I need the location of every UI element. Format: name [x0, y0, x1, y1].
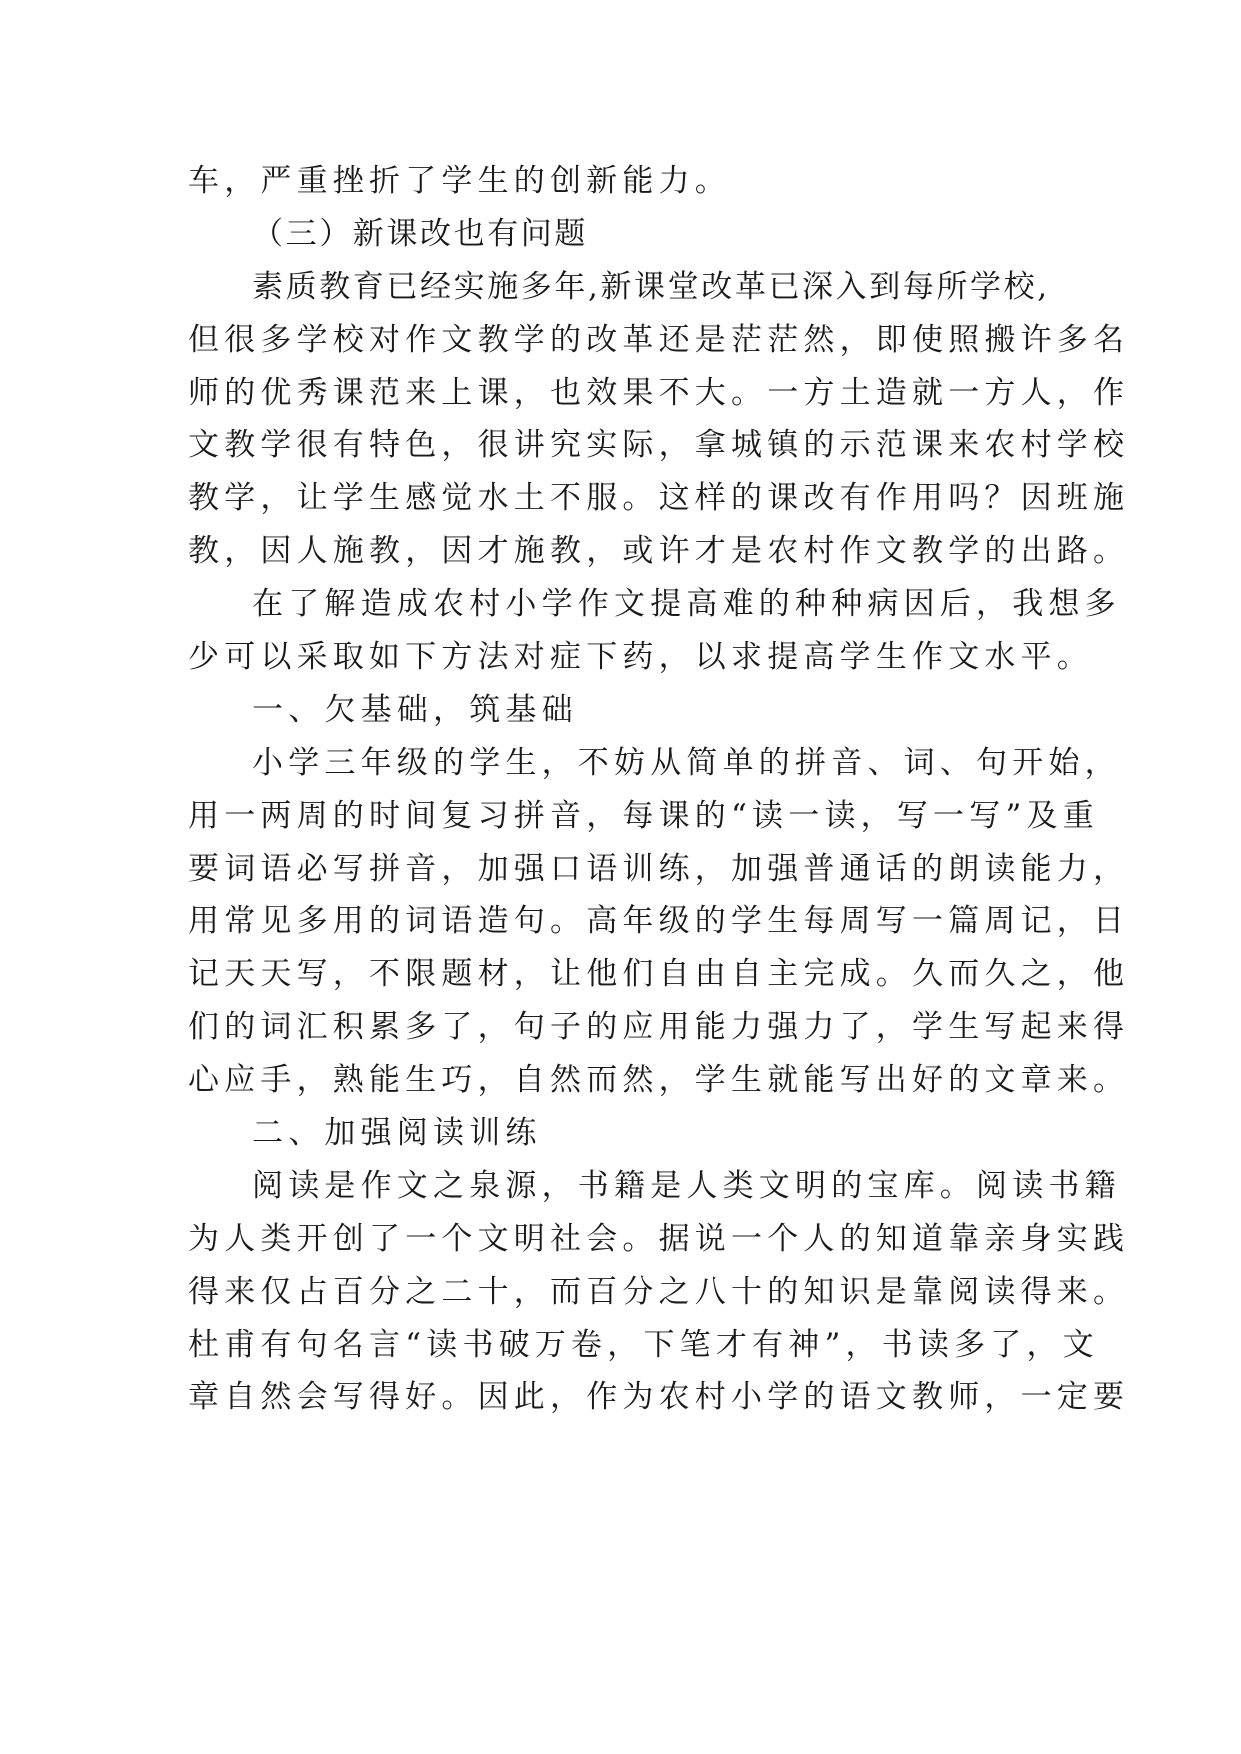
- section-heading: （三）新课改也有问题: [252, 215, 588, 252]
- section-heading: 一、欠基础，筑基础: [252, 691, 578, 728]
- text-line: 用一两周的时间复习拼音，每课的“读一读，写一写”及重: [188, 797, 1099, 834]
- text-line: 杜甫有句名言“读书破万卷，下笔才有神”，书读多了，文: [188, 1326, 1099, 1363]
- paragraph-first-line: 在了解造成农村小学作文提高难的种种病因后，我想多: [252, 586, 1121, 623]
- text-line: 师的优秀课范来上课，也效果不大。一方土造就一方人，作: [188, 374, 1130, 411]
- text-line: 得来仅占百分之二十，而百分之八十的知识是靠阅读得来。: [188, 1273, 1130, 1310]
- text-line: 心应手，熟能生巧，自然而然，学生就能写出好的文章来。: [188, 1062, 1130, 1099]
- text-line: 教，因人施教，因才施教，或许才是农村作文教学的出路。: [188, 533, 1130, 570]
- paragraph-first-line: 小学三年级的学生，不妨从简单的拼音、词、句开始，: [252, 744, 1121, 781]
- paragraph-first-line: 阅读是作文之泉源，书籍是人类文明的宝库。阅读书籍: [252, 1167, 1121, 1204]
- text-line: 记天天写，不限题材，让他们自由自主完成。久而久之，他: [188, 956, 1130, 993]
- text-line: 少可以采取如下方法对症下药，以求提高学生作文水平。: [188, 639, 1093, 676]
- section-heading: 二、加强阅读训练: [252, 1115, 542, 1152]
- text-line: 用常见多用的词语造句。高年级的学生每周写一篇周记，日: [188, 903, 1130, 940]
- text-line: 为人类开创了一个文明社会。据说一个人的知道靠亲身实践: [188, 1220, 1130, 1257]
- text-line: 教学，让学生感觉水土不服。这样的课改有作用吗？因班施: [188, 480, 1130, 517]
- document-body: [188, 155, 1130, 1424]
- text-line: 们的词汇积累多了，句子的应用能力强力了，学生写起来得: [188, 1009, 1130, 1046]
- text-line: 车，严重挫折了学生的创新能力。: [188, 163, 731, 199]
- text-line: 章自然会写得好。因此，作为农村小学的语文教师，一定要: [188, 1379, 1130, 1416]
- paragraph-first-line: 素质教育已经实施多年,新课堂改革已深入到每所学校,: [252, 268, 1050, 305]
- text-line: 要词语必写拼音，加强口语训练，加强普通话的朗读能力，: [188, 850, 1130, 887]
- text-line: 文教学很有特色，很讲究实际，拿城镇的示范课来农村学校: [188, 427, 1130, 464]
- text-line: 但很多学校对作文教学的改革还是茫茫然，即使照搬许多名: [188, 321, 1130, 358]
